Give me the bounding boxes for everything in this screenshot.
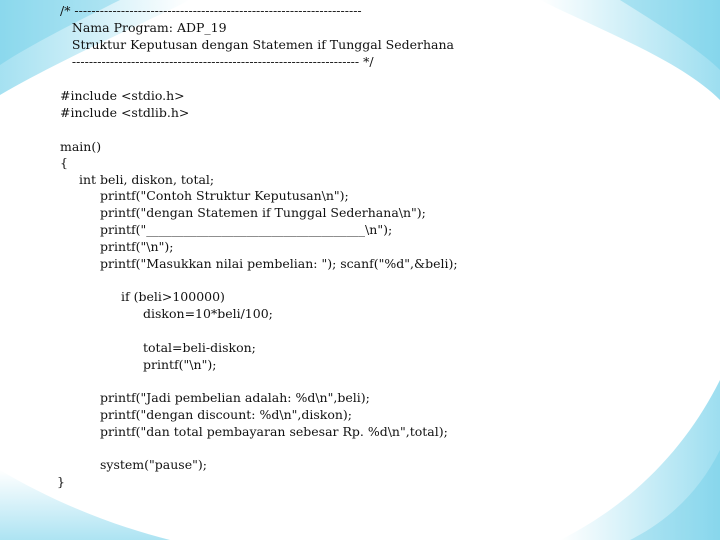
code-line: /* -------------------------------------------------------------------- <box>60 3 362 18</box>
code-line: printf("dengan Statemen if Tunggal Sederhana\n"); <box>100 205 426 220</box>
code-line: } <box>57 474 65 489</box>
code-line: printf("Contoh Struktur Keputusan\n"); <box>100 188 349 203</box>
code-line: printf("Masukkan nilai pembelian: "); scanf("%d",&beli); <box>100 256 458 271</box>
code-line: #include <stdio.h> <box>60 88 185 103</box>
code-line: diskon=10*beli/100; <box>143 306 273 321</box>
code-line: printf("Jadi pembelian adalah: %d\n",beli); <box>100 390 370 405</box>
code-line: printf("\n"); <box>143 357 217 372</box>
code-line: Nama Program: ADP_19 <box>60 20 227 35</box>
code-line: system("pause"); <box>100 457 207 472</box>
code-line: printf("dan total pembayaran sebesar Rp. %d\n",total); <box>100 424 448 439</box>
code-line: if (beli>100000) <box>121 289 225 304</box>
code-line: main() <box>60 139 102 154</box>
code-line: printf("dengan discount: %d\n",diskon); <box>100 407 352 422</box>
code-line: printf("___________________________________\n"); <box>100 222 393 237</box>
code-line: { <box>60 155 68 170</box>
code-line: printf("\n"); <box>100 239 174 254</box>
code-line: Struktur Keputusan dengan Statemen if Tunggal Sederhana <box>60 37 455 52</box>
code-line: #include <stdlib.h> <box>60 105 190 120</box>
code-line: total=beli-diskon; <box>143 340 256 355</box>
code-line: int beli, diskon, total; <box>79 172 215 187</box>
code-line: -------------------------------------------------------------------- */ <box>60 54 374 69</box>
